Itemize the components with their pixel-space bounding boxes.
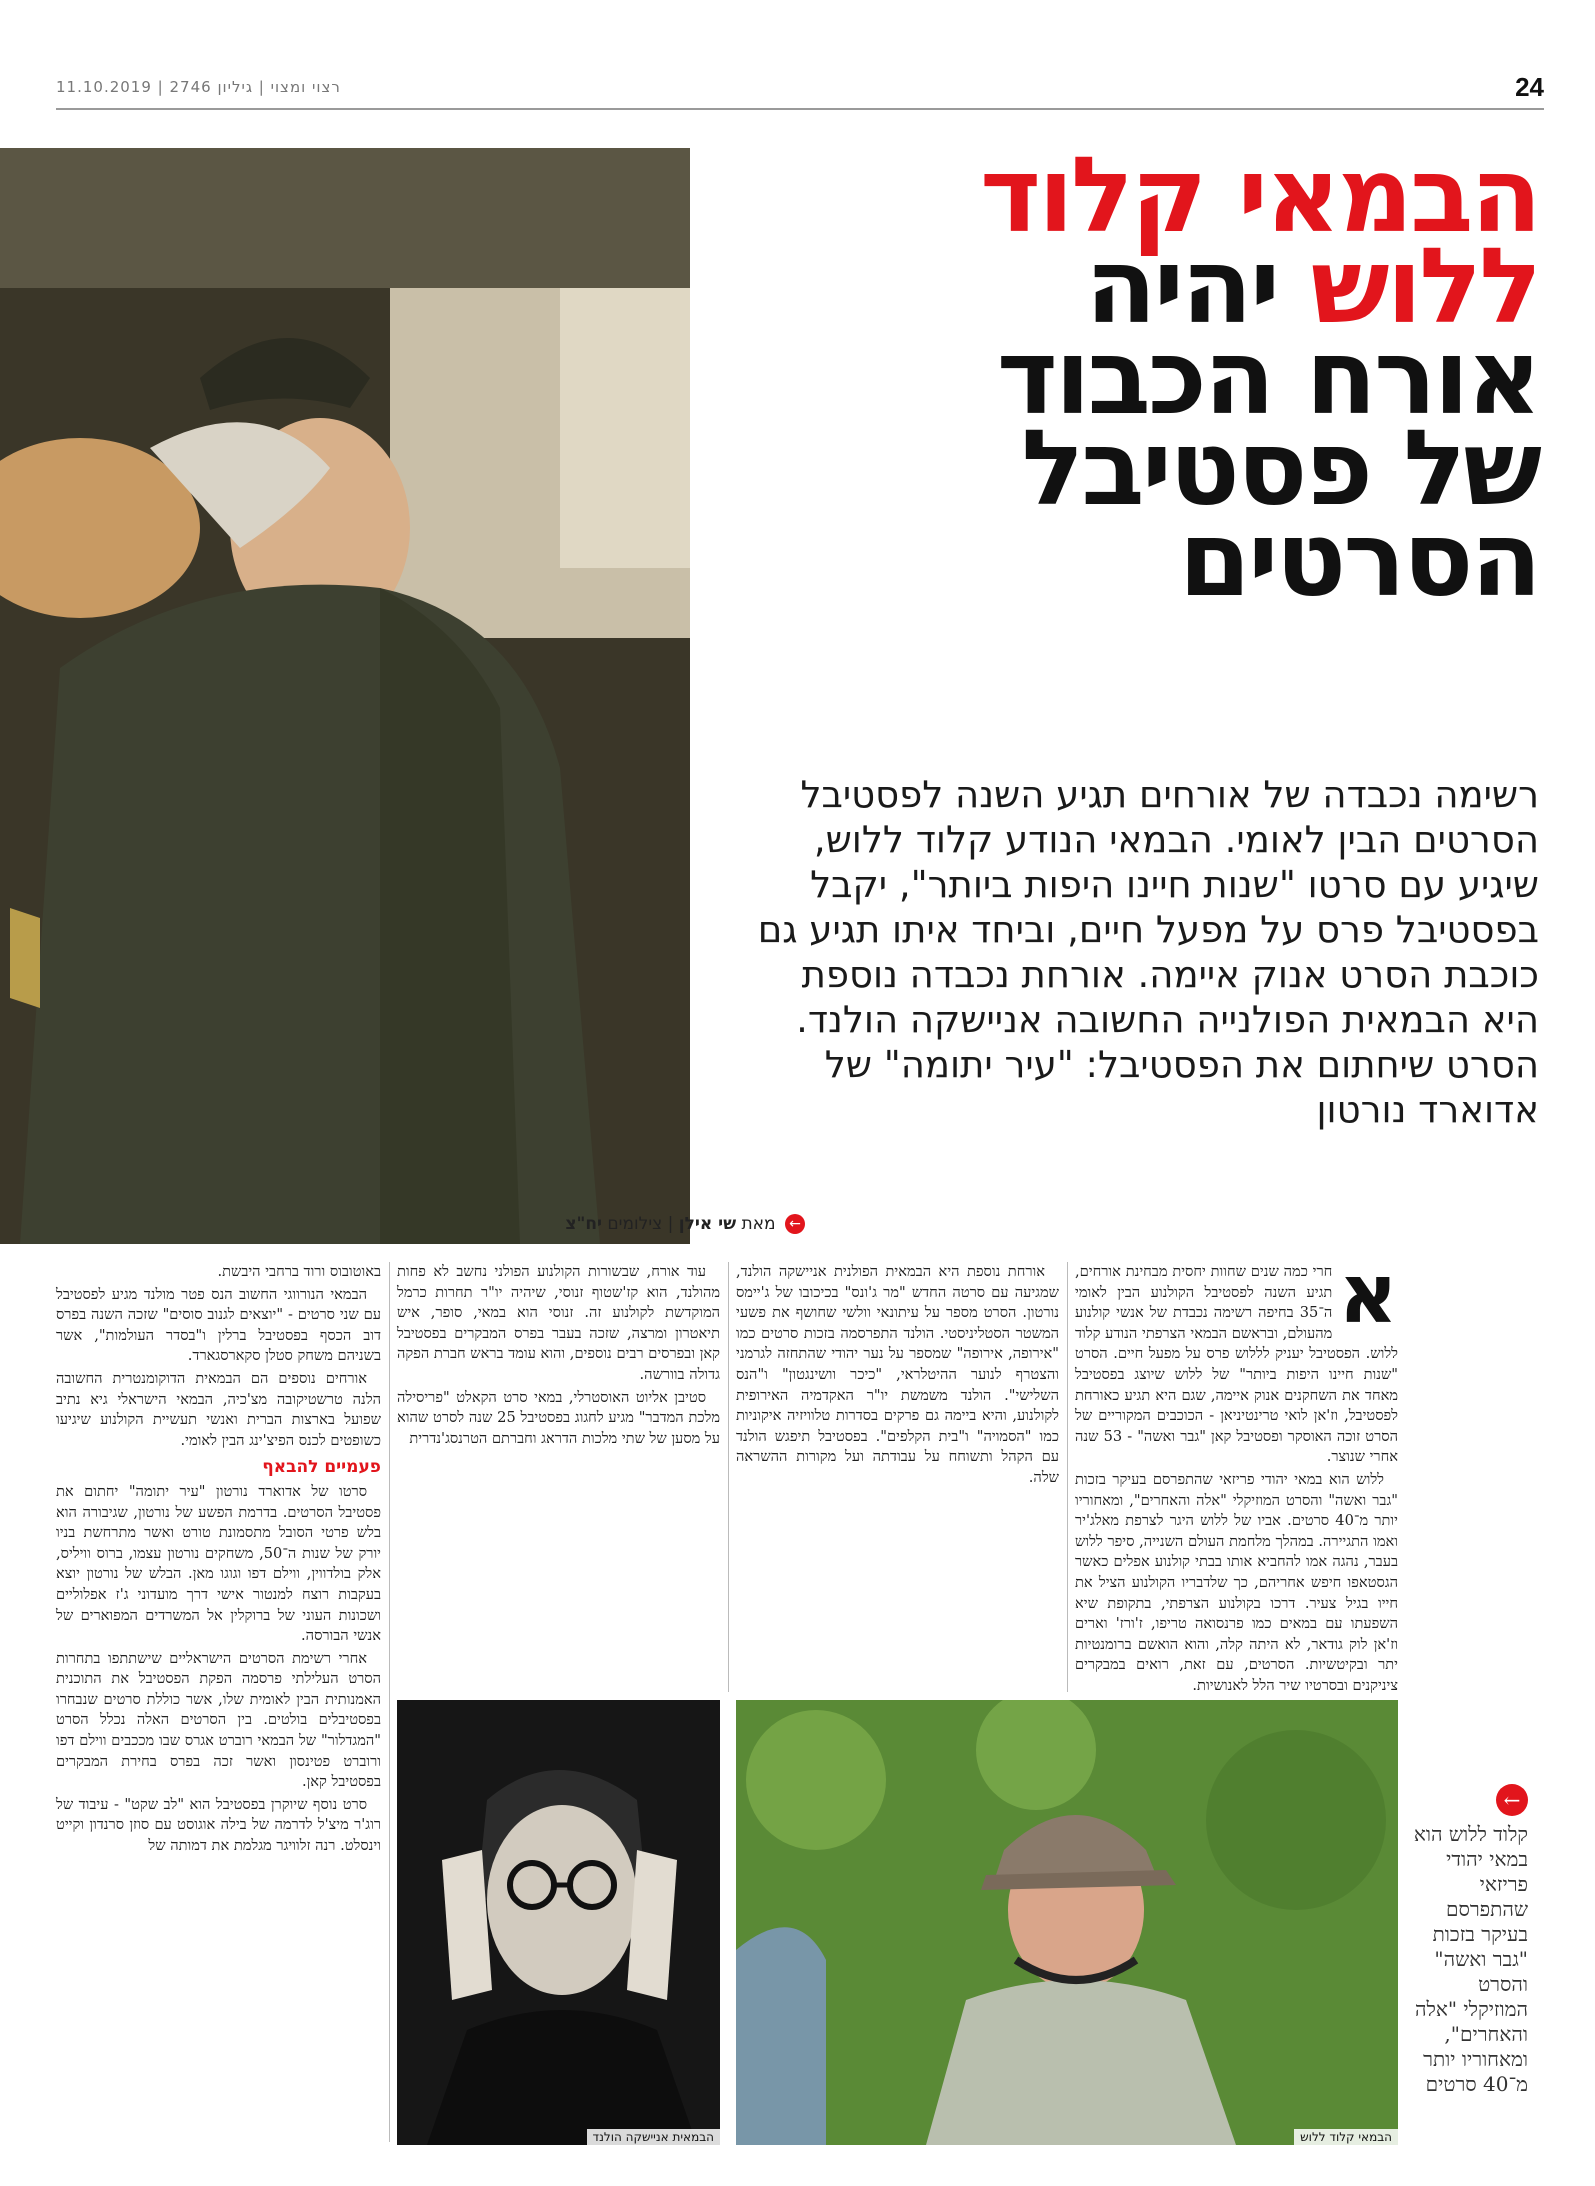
lead-paragraph: רשימה נכבדה של אורחים תגיע השנה לפסטיבל הסרטים הבין לאומי. הבמאי הנודע קלוד ללוש, שיגיע עם סרטו "שנות חיינו היפות ביותר", יקבל בפסטיבל פרס על מפעל חיים, וביחד איתו תגיע גם כוכבת הסרט אנוק איימה. אורחת נכבדה נוספת היא הבמאית הפולנייה החשובה אניישקה הולנד. הסרט שיחתום את הפסטיבל: "עיר יתומה" של אדוארד נורטון <box>757 773 1539 1131</box>
page-number: 24 <box>1515 72 1544 102</box>
arrow-left-icon: ← <box>785 1214 805 1234</box>
side-caption <box>1410 1784 1528 2097</box>
body-paragraph: סרט נוסף שיוקרן בפסטיבל הוא "לב שקט" - עיבוד של רוג'ר מיצ'ל לדרמה של בילה אוגוסט עם סוזן סרנדון וקייט וינסלט. רנה זלוויגר מגלמת את דמותה של <box>56 1795 381 1855</box>
byline: ← מאת שי אילן | צילומים יח"צ <box>565 1214 805 1234</box>
body-paragraph: סטיבן אליוט האוסטרלי, במאי סרט הקאלט "פריסילה מלכת המדבר" מגיע לחגוג בפסטיבל 25 שנה לסרט שהוא על מסען של שתי מלכות הדראג וחברתם הטרנסג'נדרית <box>397 1388 720 1447</box>
body-column-4 <box>56 1262 381 2162</box>
side-caption-text: קלוד ללוש הוא במאי יהודי פריזאי שהתפרסם בעיקר בזכות "גבר ואשה" והסרט המוזיקלי "אלה והאחרים", ומאחוריו יותר מ־40 סרטים <box>1413 1822 1528 2096</box>
photo-caption-lelouch: הבמאי קלוד ללוש <box>1294 2129 1398 2145</box>
dropcap: א <box>1338 1247 1398 1342</box>
issue-meta: רצוי ומצוי | גיליון 2746 | 11.10.2019 <box>56 78 341 96</box>
subheading: פעמיים להבאף <box>262 1457 381 1478</box>
body-paragraph: הבמאי הנורווגי החשוב הנס פטר מולנד מגיע לפסטיבל עם שני סרטים - "יוצאים לגנוב סוסים" שזכה השנה בפרס דוב הכסף בפסטיבל ברלין ו"בסדר העולמות", אשר בשניהם משחק סטלן סקארסגארד. <box>56 1285 381 1365</box>
byline-author: שי אילן <box>678 1214 737 1234</box>
body-paragraph: באוטובוס ורוד ברחבי היבשת. <box>217 1263 381 1280</box>
page-header <box>56 72 1544 110</box>
headline <box>749 134 1539 620</box>
body-column-3 <box>397 1262 720 1592</box>
headline-line3: אורח הכבוד <box>996 316 1539 438</box>
body-column-2 <box>736 1262 1059 1692</box>
photo-agnieszka-holland <box>397 1700 720 2145</box>
body-paragraph: סרטו של אדוארד נורטון "עיר יתומה" יחתום את פסטיבל הסרטים. בדרמת הפשע של נורטון, שגיבורה הוא בלש פרטי הסובל מתסמונת טורט ואשר מתרחשת בניו יורק של שנות ה־50, משחקים נורטון עצמו, ברוס וויליס, אלק בולדווין, ווילם דפו וגוגו מאן. הבלש של נורטון יוצא בעקבות רוצח למנטור אישי דרך מועדוני ג'ז אפלוליים ושכונות העוני של ברוקלין אל המשרדים המפוארים של אנשי הבורסה. <box>56 1482 382 1645</box>
byline-photos-label: צילומים <box>607 1214 663 1234</box>
headline-line1: הבמאי קלוד <box>979 134 1539 256</box>
body-column-1 <box>1075 1247 1398 1694</box>
headline-line2-black: יהיה <box>1085 225 1278 347</box>
body-paragraph: ללוש הוא במאי יהודי פריזאי שהתפרסם בעיקר בזכות "גבר ואשה" והסרט המוזיקלי "אלה והאחרים", ומאחוריו יותר מ־40 סרטים. אביו של ללוש היגר לצרפת מאלג'יר ואמו התגיירה. במהלך מלחמת העולם השנייה, סיפר ללוש בעבר, נהגה אמו להחביא אותו בבתי קולנוע אפלים כאשר הגסטאפו חיפש אחריהם, כך שלדבריו הקולנוע הציל את חייו בגיל צעיר. דרכו בקולנוע הצרפתי, בתקופת שיא השפעתו עם במאים כמו פרנסואה טריפו, ז'ורז' וארים וז'אן לוק גודאר, לא היתה קלה, והוא הואשם ברומנטיות יתר ובקיטשיות. הסרטים, עם זאת, רואים במבקרים ציניקנים ובסרטיו שיר הלל לאנושיות. <box>1075 1470 1398 1694</box>
body-paragraph: חרי כמה שנים שחוות יחסית מבחינת אורחים, תגיע השנה לפסטיבל הקולנוע הבין לאומי ה־35 בחיפה רשימה נכבדת של אנשי קולנוע מהעולם, ובראשם הבמאי הצרפתי הנודע קלוד ללוש. הפסטיבל יעניק לללוש פרס על מפעל חיים. הסרט "שנות חיינו היפות ביותר" של ללוש שיוצג בפסטיבל מאחד את השחקנים אנוק איימה, שגם היא תגיע כאורחת לפסטיבל, וז'אן לואי טרינטיניאן - הכוכבים המקוריים של הסרט זוכה האוסקר ופסטיבל קאן "גבר ואשה" - 53 שנה אחרי שנוצר. <box>1075 1263 1398 1466</box>
column-divider <box>389 1262 390 2142</box>
photo-caption-holland: הבמאית אניישקה הולנד <box>587 2129 720 2145</box>
headline-line4: של פסטיבל <box>1021 407 1539 529</box>
body-paragraph: אורחים נוספים הם הבמאית הדוקומנטרית החשובה הלנה טרשטיקובה מצ'כיה, הבמאי הישראלי גיא נתיב שפועל בארצות הברית ואנשי תעשיית הקולנוע שיגיעו כשופטים לכנס הפיצ'ינג הבין לאומי. <box>56 1369 381 1449</box>
column-divider <box>1067 1262 1068 1692</box>
byline-prefix: מאת <box>741 1214 776 1234</box>
body-paragraph: אחרי רשימת הסרטים הישראליים שישתתפו בתחרות הסרט העלילתי פרסמה הפקת הפסטיבל את התוכנית האמנותית הבין לאומית שלו, אשר כוללת סרטים שנבחרו בפסטיבלים בולטים. בין הסרטים האלה נכלל הסרט "המגדלור" של הבמאי רוברט אגרס שבו מככבים ווילם דפו ורוברט פטינסון ואשר זכה בפרס בחירת המבקרים בפסטיבל קאן. <box>56 1649 381 1791</box>
photo-claude-lelouch <box>736 1700 1398 2145</box>
column-divider <box>728 1262 729 1692</box>
main-photo-embrace <box>0 148 690 1244</box>
byline-photos: יח"צ <box>565 1214 602 1234</box>
headline-line2-red: ללוש <box>1310 225 1539 347</box>
body-paragraph: אורחת נוספת היא הבמאית הפולנית אניישקה הולנד, שמגיעה עם סרטה החדש "מר ג'ונס" בכיכובו של ג'יימס נורטון. הסרט מספר על עיתונאי וולשי שחושף את פשעי המשטר הסטליניסטי. הולנד התפרסמה בזכות סרטים כמו "אירופה, אירופה" שמספר על נער יהודי שהתחזה לגרמני והצטרף לנוער ההיטלראי, "כיכר וושינגטון" ו"הנס השלישי". הולנד משמשת יו"ר האקדמיה האירופית לקולנוע, והיא ביימה גם פרקים בסדרות טלוויזיה איקוניות כמו "הסמויה" ו"בית הקלפים". בפסטיבל תיפגש הולנד עם הקהל ותשוחח על עבודתה ועל מקורות ההשראה שלה. <box>736 1263 1059 1486</box>
arrow-left-icon: ← <box>1496 1784 1528 1816</box>
headline-line5: הסרטים <box>1178 498 1539 620</box>
body-paragraph: עוד אורח, שבשורות הקולנוע הפולני נחשב לא פחות מהולנד, הוא קז'שטוף זנוסי, שיהיה יו"ר תחרות כרמל המוקדשת לקולנוע זה. זנוסי הוא במאי, סופר, איש תיאטרון ומרצה, שזכה בעבר בפרס המבקרים בפסטיבל קאן ובפרסים רבים נוספים, והוא עומד בראש חברת הפקה גדולה בוורשה. <box>397 1263 720 1383</box>
